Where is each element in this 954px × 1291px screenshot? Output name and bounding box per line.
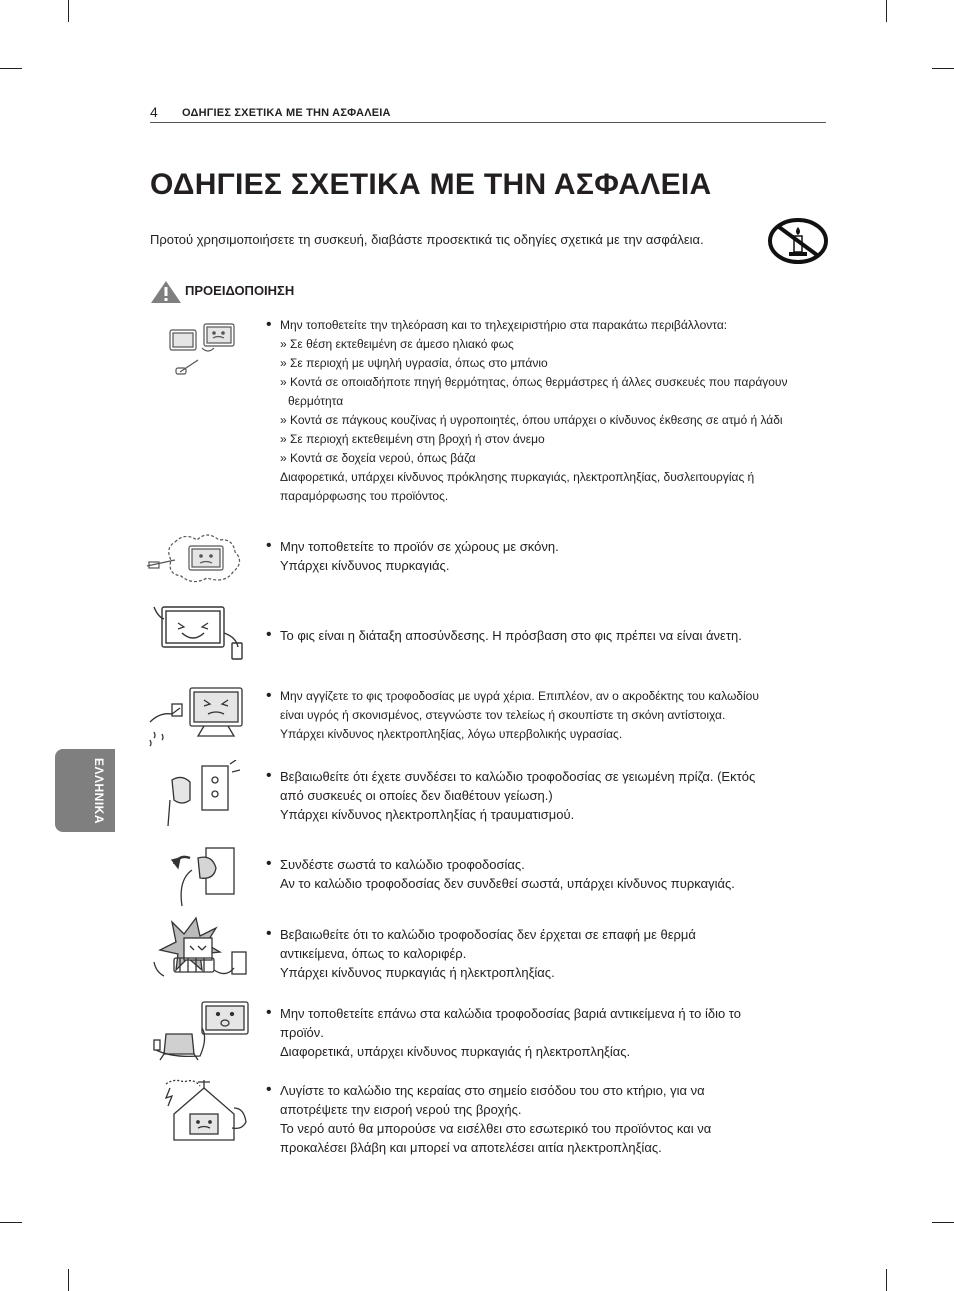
wet-hands-illustration (146, 682, 246, 748)
heater-cable-illustration (150, 914, 254, 988)
item-line: Μην τοποθετείτε το προϊόν σε χώρους με σκόνη. (280, 539, 559, 554)
warning-label: ΠΡΟΕΙΔΟΠΟΙΗΣΗ (185, 283, 295, 298)
item-line: Μην αγγίζετε το φις τροφοδοσίας με υγρά χέρια. Επιπλέον, αν ο ακροδέκτης του καλωδίου (280, 689, 759, 703)
safety-item (266, 626, 826, 645)
item-line: Βεβαιωθείτε ότι έχετε συνδέσει το καλώδιο τροφοδοσίας σε γειωμένη πρίζα. (Εκτός (280, 769, 756, 784)
page-title: ΟΔΗΓΙΕΣ ΣΧΕΤΙΚΑ ΜΕ ΤΗΝ ΑΣΦΑΛΕΙΑ (150, 168, 712, 201)
safety-item (266, 687, 826, 744)
item-line: προϊόν. (280, 1025, 324, 1040)
antenna-cable-illustration (154, 1078, 250, 1144)
crop-mark (932, 1222, 954, 1223)
item-line: Αν το καλώδιο τροφοδοσίας δεν συνδεθεί σωστά, υπάρχει κίνδυνος πυρκαγιάς. (280, 876, 735, 891)
bullet: • (266, 626, 272, 643)
item-line: » Σε περιοχή εκτεθειμένη στη βροχή ή στον άνεμο (280, 432, 545, 446)
item-line: προκαλέσει βλάβη και μπορεί να αποτελέσει αιτία ηλεκτροπληξίας. (280, 1140, 662, 1155)
safety-item (266, 1081, 826, 1157)
item-line: είναι υγρός ή σκονισμένος, στεγνώστε τον τελείως ή σκουπίστε τη σκόνη αντίστοιχα. (280, 708, 726, 722)
intro-text: Προτού χρησιμοποιήσετε τη συσκευή, διαβάστε προσεκτικά τις οδηγίες σχετικά με την ασφάλεια. (150, 232, 704, 247)
crop-mark (886, 0, 887, 22)
item-line: Διαφορετικά, υπάρχει κίνδυνος πρόκλησης πυρκαγιάς, ηλεκτροπληξίας, δυσλειτουργίας ή (280, 470, 755, 484)
bullet: • (266, 316, 272, 333)
item-line: Μην τοποθετείτε την τηλεόραση και το τηλεχειριστήριο στα παρακάτω περιβάλλοντα: (280, 318, 728, 332)
safety-item (266, 925, 826, 982)
item-line: » Κοντά σε δοχεία νερού, όπως βάζα (280, 451, 476, 465)
item-line: » Κοντά σε πάγκους κουζίνας ή υγροποιητές, όπου υπάρχει ο κίνδυνος έκθεσης σε ατμό ή λάδι (280, 413, 783, 427)
item-line: Λυγίστε το καλώδιο της κεραίας στο σημείο εισόδου του στο κτήριο, για να (280, 1083, 705, 1098)
bullet: • (266, 855, 272, 872)
language-tab-label: ΕΛΛΗΝΙΚΑ (92, 757, 106, 825)
item-line: παραμόρφωσης του προϊόντος. (280, 489, 449, 503)
warning-triangle-icon (150, 280, 182, 304)
bullet: • (266, 1081, 272, 1098)
item-line: Συνδέστε σωστά το καλώδιο τροφοδοσίας. (280, 857, 525, 872)
grounded-outlet-illustration (160, 760, 240, 830)
item-line: Το φις είναι η διάταξη αποσύνδεσης. Η πρόσβαση στο φις πρέπει να είναι άνετη. (280, 628, 742, 643)
item-line: αντικείμενα, όπως το καλοριφέρ. (280, 946, 467, 961)
item-line: Υπάρχει κίνδυνος πυρκαγιάς. (280, 558, 450, 573)
crop-mark (68, 0, 69, 22)
item-line: θερμότητα (288, 394, 344, 408)
dust-illustration (145, 530, 250, 588)
language-tab (55, 749, 115, 832)
bullet: • (266, 767, 272, 784)
item-line: Διαφορετικά, υπάρχει κίνδυνος πυρκαγιάς ή ηλεκτροπληξίας. (280, 1044, 631, 1059)
safety-item (266, 767, 826, 824)
tv-environment-illustration (162, 318, 242, 380)
bullet: • (266, 687, 272, 704)
safety-item (266, 1004, 826, 1061)
crop-mark (0, 68, 22, 69)
bullet: • (266, 537, 272, 554)
item-line: Βεβαιωθείτε ότι το καλώδιο τροφοδοσίας δεν έρχεται σε επαφή με θερμά (280, 927, 696, 942)
item-line: » Σε περιοχή με υψηλή υγρασία, όπως στο μπάνιο (280, 356, 548, 370)
item-line: » Σε θέση εκτεθειμένη σε άμεσο ηλιακό φως (280, 337, 514, 351)
item-line: από συσκευές οι οποίες δεν διαθέτουν γείωση.) (280, 788, 553, 803)
crop-mark (886, 1269, 887, 1291)
crop-mark (68, 1269, 69, 1291)
heavy-object-cable-illustration (152, 998, 252, 1064)
item-line: αποτρέψετε την εισροή νερού της βροχής. (280, 1102, 522, 1117)
running-title: ΟΔΗΓΙΕΣ ΣΧΕΤΙΚΑ ΜΕ ΤΗΝ ΑΣΦΑΛΕΙΑ (182, 107, 391, 119)
no-candle-icon (768, 218, 828, 264)
safety-item (266, 316, 826, 506)
plug-access-illustration (150, 603, 250, 665)
item-line: » Κοντά σε οποιαδήποτε πηγή θερμότητας, όπως θερμάστρες ή άλλες συσκευές που παράγουν (280, 375, 788, 389)
safety-item (266, 855, 826, 893)
item-line: Το νερό αυτό θα μπορούσε να εισέλθει στο εσωτερικό του προϊόντος και να (280, 1121, 712, 1136)
bullet: • (266, 925, 272, 942)
running-header (150, 104, 826, 123)
insert-plug-illustration (168, 840, 240, 908)
item-line: Μην τοποθετείτε επάνω στα καλώδια τροφοδοσίας βαριά αντικείμενα ή το ίδιο το (280, 1006, 741, 1021)
page-number: 4 (150, 104, 158, 120)
item-line: Υπάρχει κίνδυνος ηλεκτροπληξίας, λόγω υπερβολικής υγρασίας. (280, 727, 623, 741)
item-line: Υπάρχει κίνδυνος πυρκαγιάς ή ηλεκτροπληξίας. (280, 965, 555, 980)
item-line: Υπάρχει κίνδυνος ηλεκτροπληξίας ή τραυματισμού. (280, 807, 575, 822)
crop-mark (0, 1222, 22, 1223)
crop-mark (932, 68, 954, 69)
safety-item (266, 537, 826, 575)
bullet: • (266, 1004, 272, 1021)
